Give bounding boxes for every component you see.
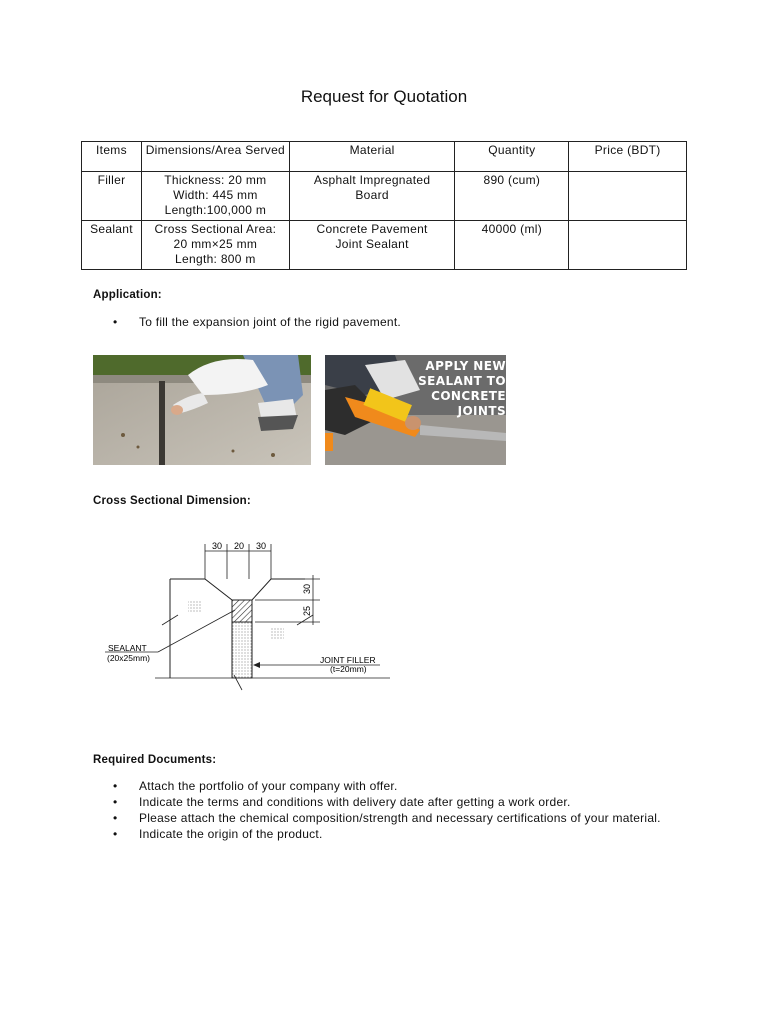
photo-joint-filler-image xyxy=(93,355,311,465)
cell-quantity: 40000 (ml) xyxy=(455,221,569,270)
filler-size: (t=20mm) xyxy=(330,664,367,674)
cell-material xyxy=(289,172,455,221)
cell-price xyxy=(569,172,687,221)
dimension-line: Length:100,000 m xyxy=(164,203,267,217)
dimension-line: Width: 445 mm xyxy=(173,188,258,202)
application-heading: Application: xyxy=(93,289,162,301)
header-quantity: Quantity xyxy=(455,142,569,172)
application-list xyxy=(93,314,693,330)
list-item: • Please attach the chemical composition/strength and necessary certifications of your material. xyxy=(93,810,693,826)
list-item: • Attach the portfolio of your company with offer. xyxy=(93,778,693,794)
sealant-block xyxy=(232,600,252,622)
aggregate-marks xyxy=(270,628,284,640)
dim-top-middle: 20 xyxy=(233,541,245,551)
filler-label: JOINT FILLER xyxy=(320,655,376,665)
sealant-label: SEALANT xyxy=(108,643,147,653)
required-documents-list xyxy=(93,778,693,842)
caption-line: SEALANT TO xyxy=(418,374,506,388)
list-item: • To fill the expansion joint of the rigid pavement. xyxy=(93,314,693,330)
table-row xyxy=(82,172,687,221)
cell-price xyxy=(569,221,687,270)
sealant-caption xyxy=(398,359,506,419)
header-dimensions: Dimensions/Area Served xyxy=(141,142,289,172)
material-line: Asphalt Impregnated xyxy=(313,173,431,187)
filler-arrow xyxy=(253,662,260,668)
dimension-line: Thickness: 20 mm xyxy=(164,173,267,187)
page-title: Request for Quotation xyxy=(300,87,468,106)
header-items: Items xyxy=(82,142,142,172)
cross-section-diagram xyxy=(100,535,400,725)
joint-filler-block xyxy=(232,622,252,678)
header-material: Material xyxy=(289,142,455,172)
cross-section-heading: Cross Sectional Dimension: xyxy=(93,495,251,507)
list-item: • Indicate the terms and conditions with delivery date after getting a work order. xyxy=(93,794,693,810)
cell-material xyxy=(289,221,455,270)
required-documents-heading: Required Documents: xyxy=(93,754,217,766)
quotation-table xyxy=(81,141,687,270)
dim-right-top: 30 xyxy=(302,583,312,594)
aggregate-marks xyxy=(188,600,202,612)
caption-line: APPLY NEW xyxy=(425,359,506,373)
dim-right-bottom: 25 xyxy=(302,605,312,616)
photo-apply-sealant xyxy=(325,355,506,465)
photo-joint-filler xyxy=(93,355,311,465)
caption-line: JOINTS xyxy=(457,404,506,418)
cell-item: Filler xyxy=(82,172,142,221)
dim-top-left: 30 xyxy=(211,541,223,551)
material-line: Joint Sealant xyxy=(335,237,409,251)
sealant-size: (20x25mm) xyxy=(107,653,150,663)
dimension-line: Cross Sectional Area: xyxy=(154,222,277,236)
material-line: Board xyxy=(355,188,389,202)
dimension-line: 20 mm×25 mm xyxy=(173,237,258,251)
material-line: Concrete Pavement xyxy=(316,222,428,236)
caption-line: CONCRETE xyxy=(431,389,506,403)
list-item: • Indicate the origin of the product. xyxy=(93,826,693,842)
cell-dimensions xyxy=(141,221,289,270)
dim-top-right: 30 xyxy=(255,541,267,551)
cell-dimensions xyxy=(141,172,289,221)
table-header-row xyxy=(82,142,687,172)
cell-item: Sealant xyxy=(82,221,142,270)
cell-quantity: 890 (cum) xyxy=(455,172,569,221)
table-row xyxy=(82,221,687,270)
dimension-line: Length: 800 m xyxy=(175,252,256,266)
right-dimension xyxy=(255,575,320,625)
header-price: Price (BDT) xyxy=(569,142,687,172)
